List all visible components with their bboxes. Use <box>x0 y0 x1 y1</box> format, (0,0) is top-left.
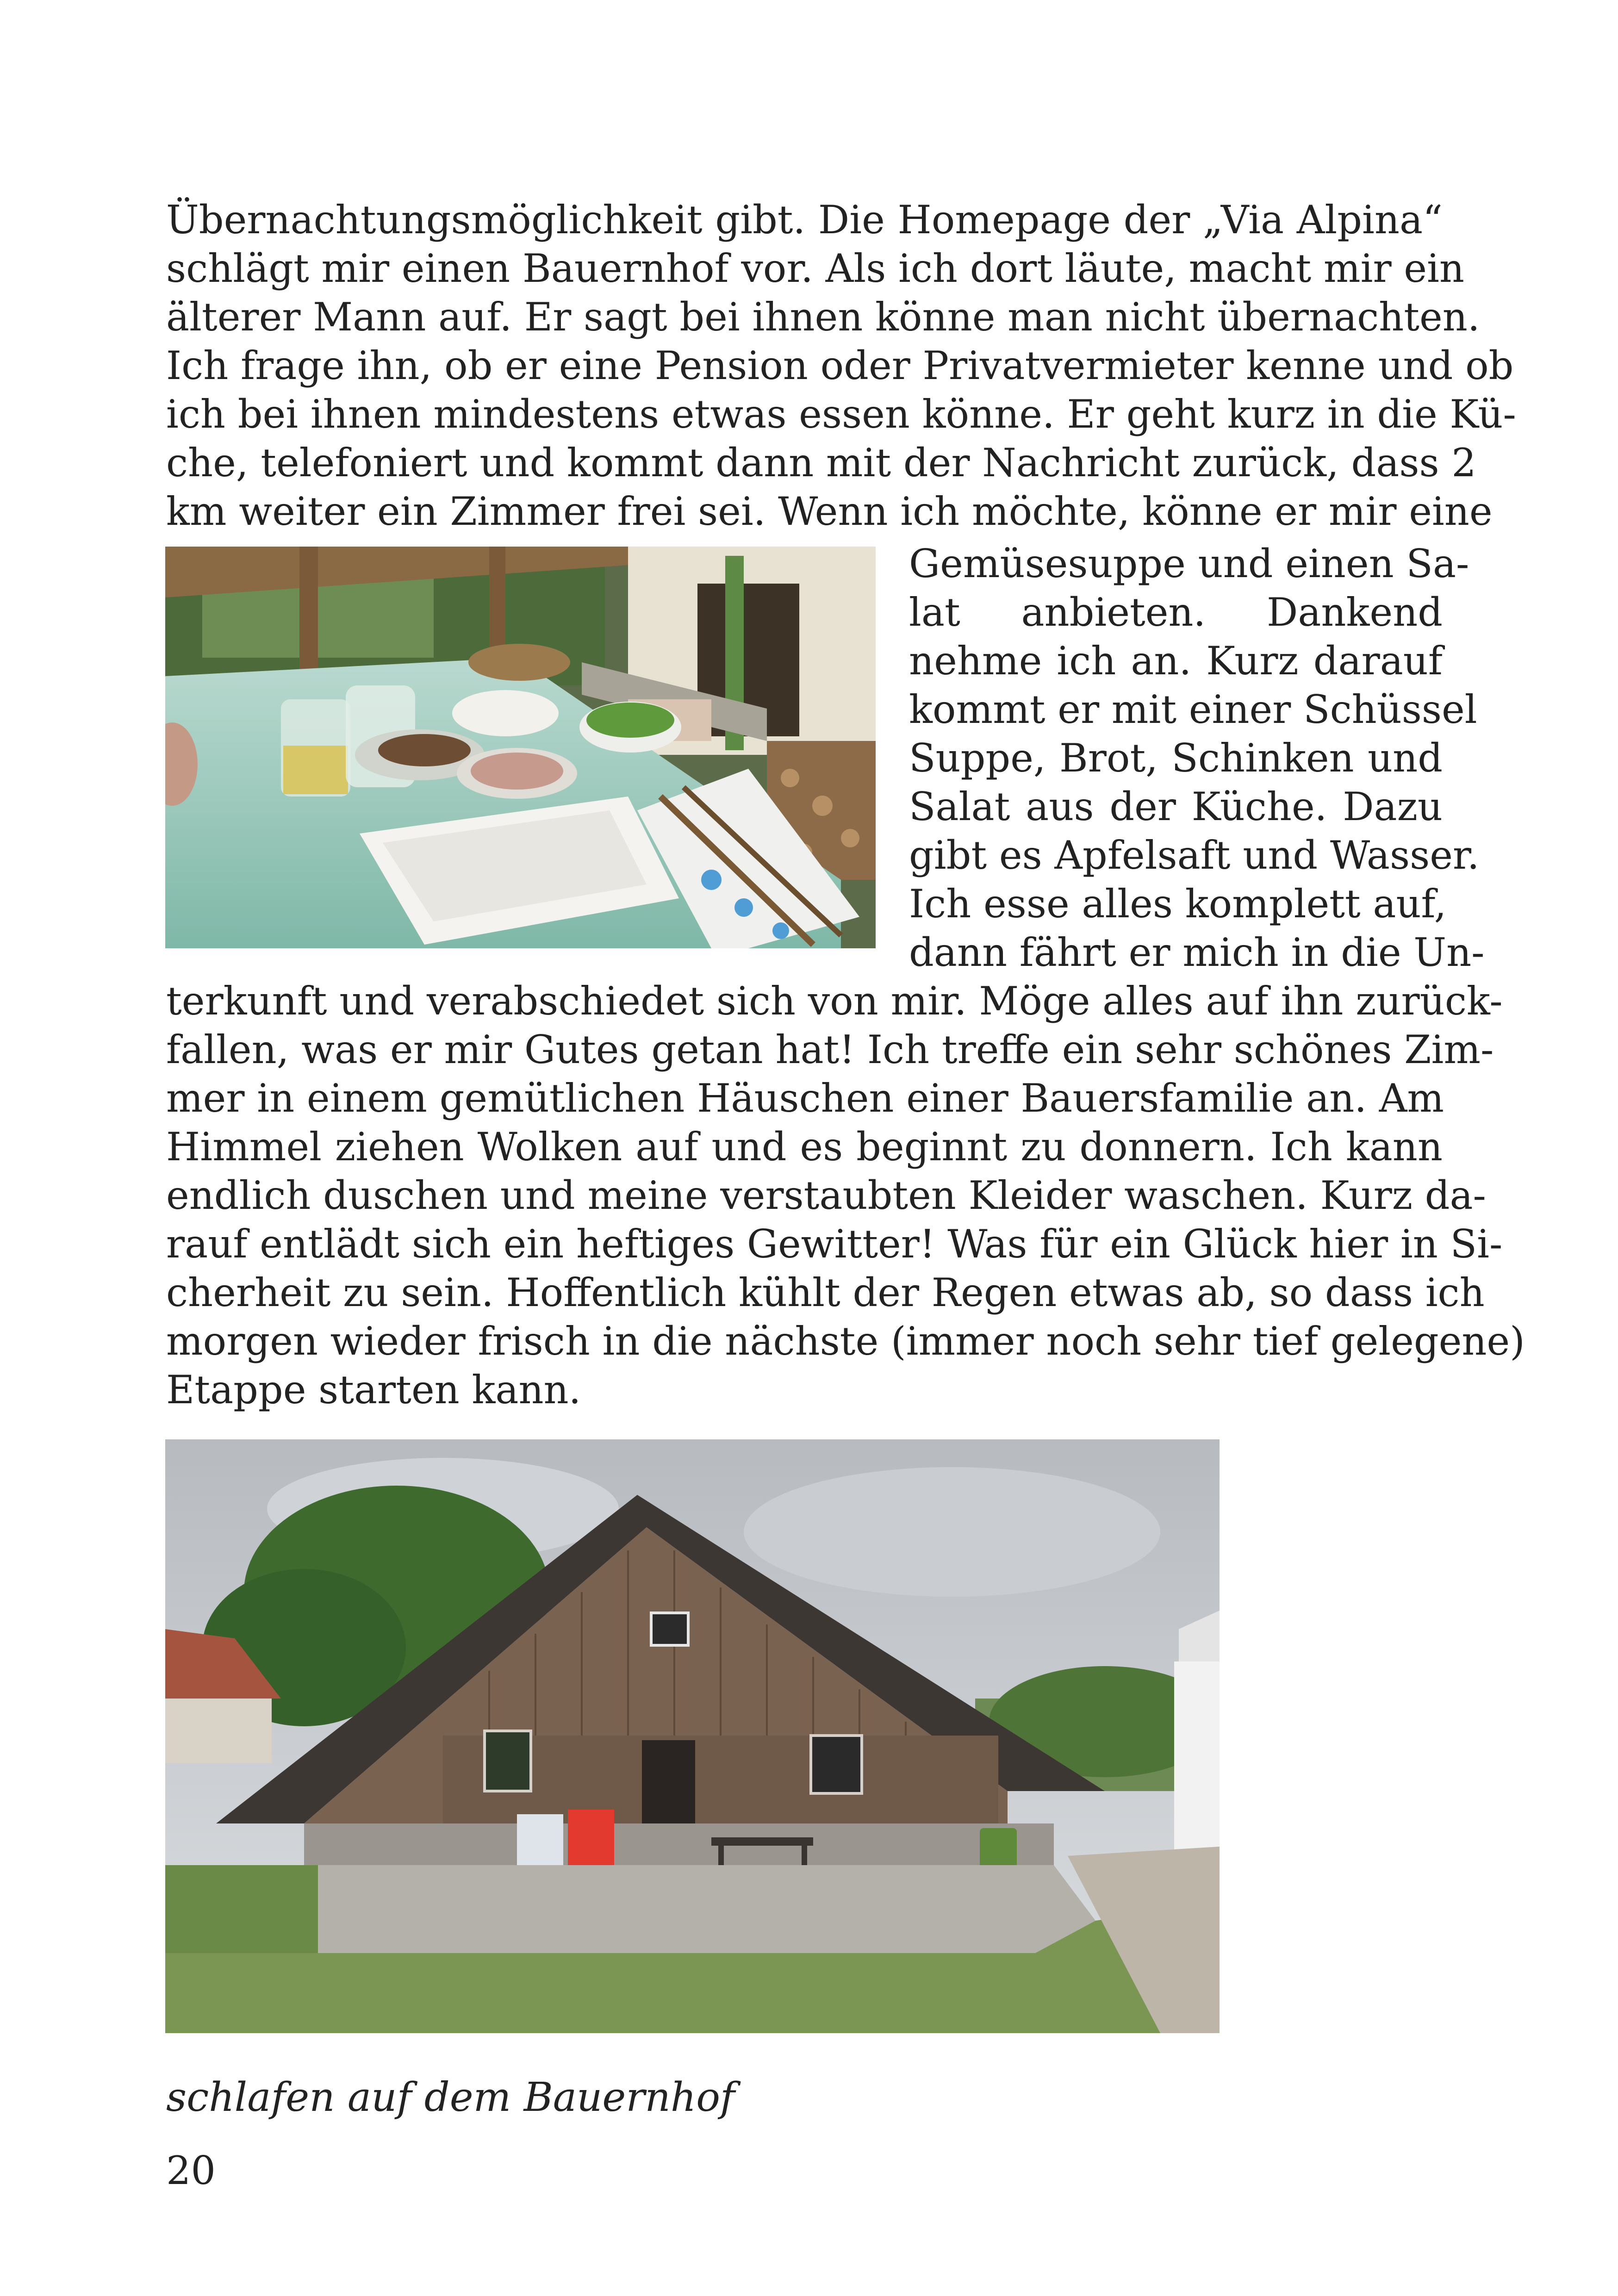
body-line: Himmel ziehen Wolken auf und es beginnt zu donnern. Ich kann <box>166 1124 1443 1170</box>
photo-caption: schlafen auf dem Bauernhof <box>166 2074 735 2121</box>
body-line: endlich duschen und meine verstaubten Kleider waschen. Kurz da- <box>166 1173 1486 1218</box>
meal-photo <box>165 547 876 948</box>
farmhouse-photo <box>165 1439 1220 2033</box>
body-line: Ich esse alles komplett auf, <box>909 881 1447 927</box>
body-line: mer in einem gemütlichen Häuschen einer Bauersfamilie an. Am <box>166 1076 1444 1121</box>
body-line: nehme ich an. Kurz darauf <box>909 638 1443 684</box>
body-line: ich bei ihnen mindestens etwas essen könne. Er geht kurz in die Kü- <box>166 392 1516 437</box>
body-line: lat anbieten. Dankend <box>909 590 1443 635</box>
body-line: Salat aus der Küche. Dazu <box>909 784 1443 829</box>
body-line: Suppe, Brot, Schinken und <box>909 735 1443 781</box>
body-line: gibt es Apfelsaft und Wasser. <box>909 833 1480 878</box>
body-line: cherheit zu sein. Hoffentlich kühlt der Regen etwas ab, so dass ich <box>166 1270 1485 1315</box>
body-line: morgen wieder frisch in die nächste (immer noch sehr tief gelegene) <box>166 1319 1525 1364</box>
body-line: kommt er mit einer Schüssel <box>909 687 1477 732</box>
body-line: rauf entlädt sich ein heftiges Gewitter! Was für ein Glück hier in Si- <box>166 1221 1503 1267</box>
body-line: schlägt mir einen Bauernhof vor. Als ich dort läute, macht mir ein <box>166 246 1464 291</box>
body-line: dann fährt er mich in die Un- <box>909 930 1485 975</box>
body-line: terkunft und verabschiedet sich von mir. Möge alles auf ihn zurück- <box>166 978 1503 1024</box>
page-number: 20 <box>166 2148 216 2193</box>
body-line: älterer Mann auf. Er sagt bei ihnen könne man nicht übernachten. <box>166 294 1480 340</box>
body-line: Gemüsesuppe und einen Sa- <box>909 541 1469 586</box>
body-line: km weiter ein Zimmer frei sei. Wenn ich möchte, könne er mir eine <box>166 489 1493 534</box>
body-line: che, telefoniert und kommt dann mit der Nachricht zurück, dass 2 <box>166 440 1476 485</box>
body-line: Etappe starten kann. <box>166 1367 581 1412</box>
body-line: Übernachtungsmöglichkeit gibt. Die Homepage der „Via Alpina“ <box>166 197 1443 243</box>
body-line: Ich frage ihn, ob er eine Pension oder Privatvermieter kenne und ob <box>166 343 1514 388</box>
body-line: fallen, was er mir Gutes getan hat! Ich treffe ein sehr schönes Zim- <box>166 1027 1494 1072</box>
